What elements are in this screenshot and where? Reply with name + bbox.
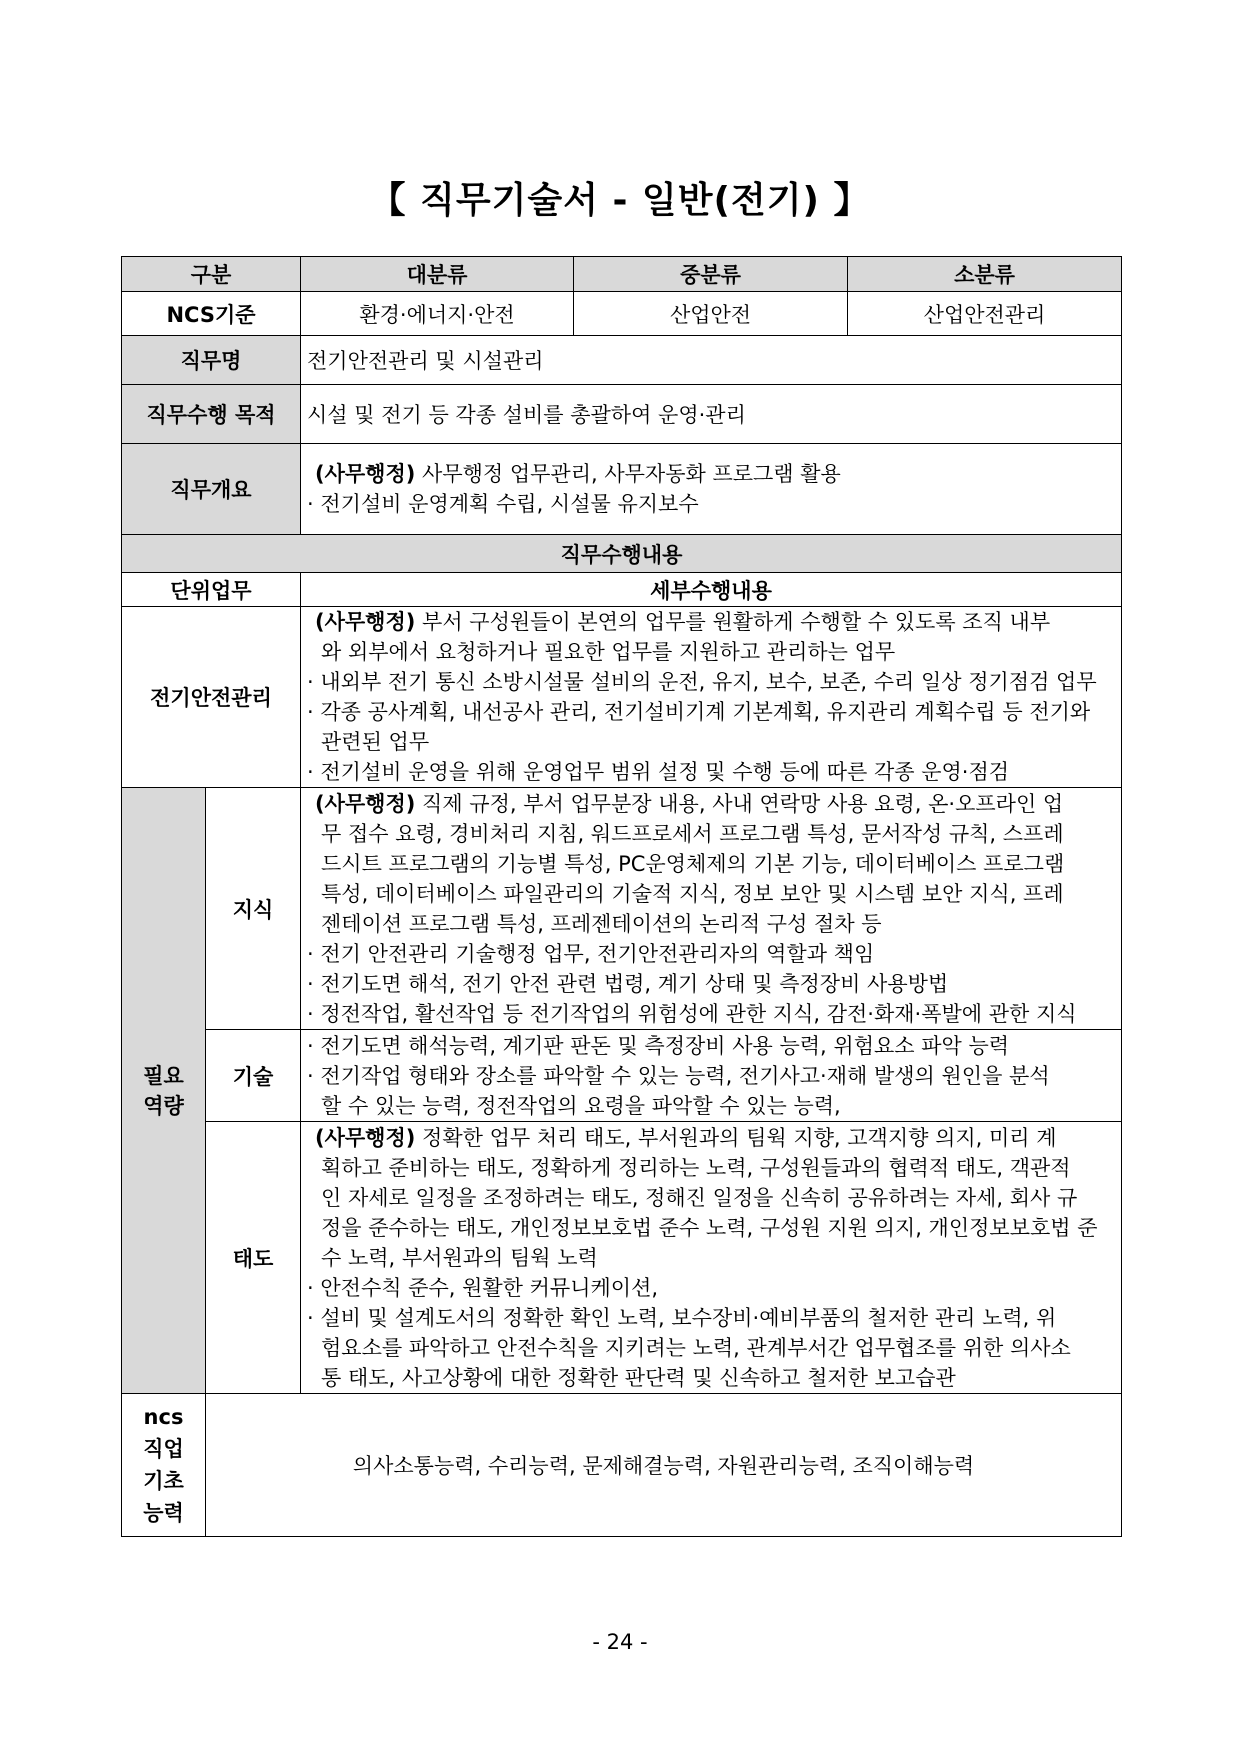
overview-row [122,444,1122,535]
knowledge-line: 젠테이션 프로그램 특성, 프레젠테이션의 논리적 구성 절차 등 [321,911,882,936]
overview-label: 직무개요 [122,444,301,535]
ncs-basic-label-line: 기초 [143,1469,184,1493]
attitude-line: 정을 준수하는 태도, 개인정보보호법 준수 노력, 구성원 지원 의지, 개인정보보호법 준 [321,1215,1098,1240]
ncs-basic-label-line: 능력 [143,1501,184,1525]
knowledge-line: · 전기 안전관리 기술행정 업무, 전기안전관리자의 역할과 책임 [307,941,875,966]
job-description-table [121,256,1122,1537]
unit-row [122,607,1122,788]
attitude-tag: (사무행정) [315,1125,416,1150]
unit-line: 관련된 업무 [321,730,430,754]
attitude-row [122,1122,1122,1394]
overview-tag: (사무행정) [315,462,416,486]
header-minor: 소분류 [848,257,1122,292]
skill-line: · 전기작업 형태와 장소를 파악할 수 있는 능력, 전기사고·재해 발생의 원인을 분석 [307,1063,1050,1088]
knowledge-detail [301,788,1122,1030]
overview-text [301,444,1122,535]
job-name-value: 전기안전관리 및 시설관리 [301,336,1122,385]
skill-label: 기술 [206,1030,301,1122]
competency-label-line: 역량 [143,1093,184,1118]
ncs-basic-label-line: 직업 [143,1437,184,1461]
ncs-minor-value: 산업안전관리 [848,292,1122,336]
purpose-value: 시설 및 전기 등 각종 설비를 총괄하여 운영·관리 [301,385,1122,444]
knowledge-line: · 전기도면 해석, 전기 안전 관련 법령, 계기 상태 및 측정장비 사용방법 [307,971,949,996]
unit-line: 와 외부에서 요청하거나 필요한 업무를 지원하고 관리하는 업무 [321,640,896,664]
purpose-row [122,385,1122,444]
unit-header-row [122,573,1122,607]
overview-line: · 전기설비 운영계획 수립, 시설물 유지보수 [307,492,699,516]
knowledge-line: 무 접수 요령, 경비처리 지침, 워드프로세서 프로그램 특성, 문서작성 규칙, 스프레 [321,821,1064,846]
attitude-line: 수 노력, 부서원과의 팀웍 노력 [321,1245,598,1270]
unit-label: 전기안전관리 [122,607,301,788]
attitude-line: · 설비 및 설계도서의 정확한 확인 노력, 보수장비·예비부품의 철저한 관리 노력, 위 [307,1305,1057,1330]
classification-header-row [122,257,1122,292]
knowledge-line: 직제 규정, 부서 업무분장 내용, 사내 연락망 사용 요령, 온·오프라인 업 [415,791,1064,816]
skill-line: 할 수 있는 능력, 정전작업의 요령을 파악할 수 있는 능력, [321,1093,841,1118]
competency-label-line: 필요 [143,1063,184,1088]
ncs-middle-value: 산업안전 [574,292,848,336]
attitude-line: 획하고 준비하는 태도, 정확하게 정리하는 노력, 구성원들과의 협력적 태도, 객관적 [321,1155,1071,1180]
section-title-row [122,535,1122,573]
overview-line: 사무행정 업무관리, 사무자동화 프로그램 활용 [415,462,841,486]
knowledge-line: 특성, 데이터베이스 파일관리의 기술적 지식, 정보 보안 및 시스템 보안 지식, 프레 [321,881,1064,906]
skill-detail [301,1030,1122,1122]
attitude-line: 험요소를 파악하고 안전수칙을 지키려는 노력, 관계부서간 업무협조를 위한 의사소 [321,1335,1071,1360]
unit-line: · 내외부 전기 통신 소방시설물 설비의 운전, 유지, 보수, 보존, 수리 일상 정기점검 업무 [307,670,1097,694]
skill-line: · 전기도면 해석능력, 계기판 판돈 및 측정장비 사용 능력, 위험요소 파악 능력 [307,1033,1010,1058]
ncs-label: NCS기준 [122,292,301,336]
document-title: 【 직무기술서 - 일반(전기) 】 [369,180,871,221]
ncs-basic-value: 의사소통능력, 수리능력, 문제해결능력, 자원관리능력, 조직이해능력 [206,1394,1122,1537]
unit-line: · 각종 공사계획, 내선공사 관리, 전기설비기계 기본계획, 유지관리 계획수립 등 전기와 [307,700,1091,724]
header-category: 구분 [122,257,301,292]
attitude-line: 정확한 업무 처리 태도, 부서원과의 팀웍 지향, 고객지향 의지, 미리 계 [415,1125,1057,1150]
attitude-line: · 안전수칙 준수, 원활한 커뮤니케이션, [307,1275,659,1300]
job-name-label: 직무명 [122,336,301,385]
ncs-major-value: 환경·에너지·안전 [301,292,574,336]
ncs-row [122,292,1122,336]
knowledge-row [122,788,1122,1030]
attitude-line: 통 태도, 사고상황에 대한 정확한 판단력 및 신속하고 철저한 보고습관 [321,1365,956,1390]
unit-detail [301,607,1122,788]
competency-label [122,788,206,1394]
unit-line: · 전기설비 운영을 위해 운영업무 범위 설정 및 수행 등에 따른 각종 운영·점검 [307,760,1010,784]
header-major: 대분류 [301,257,574,292]
ncs-basic-label-line: ncs [143,1405,184,1429]
knowledge-line: 드시트 프로그램의 기능별 특성, PC운영체제의 기본 기능, 데이터베이스 프로그램 [321,851,1065,876]
page-number: - 24 - [592,1630,648,1654]
attitude-label: 태도 [206,1122,301,1394]
skill-row [122,1030,1122,1122]
knowledge-label: 지식 [206,788,301,1030]
unit-header-label: 단위업무 [122,573,301,607]
knowledge-line: · 정전작업, 활선작업 등 전기작업의 위험성에 관한 지식, 감전·화재·폭발에 관한 지식 [307,1001,1077,1026]
section-title: 직무수행내용 [122,535,1122,573]
ncs-basic-row [122,1394,1122,1537]
unit-line: 부서 구성원들이 본연의 업무를 원활하게 수행할 수 있도록 조직 내부 [415,610,1051,634]
header-middle: 중분류 [574,257,848,292]
unit-header-detail: 세부수행내용 [301,573,1122,607]
knowledge-tag: (사무행정) [315,791,416,816]
unit-tag: (사무행정) [315,610,416,634]
purpose-label: 직무수행 목적 [122,385,301,444]
attitude-line: 인 자세로 일정을 조정하려는 태도, 정해진 일정을 신속히 공유하려는 자세, 회사 규 [321,1185,1078,1210]
attitude-detail [301,1122,1122,1394]
ncs-basic-label [122,1394,206,1537]
job-name-row [122,336,1122,385]
